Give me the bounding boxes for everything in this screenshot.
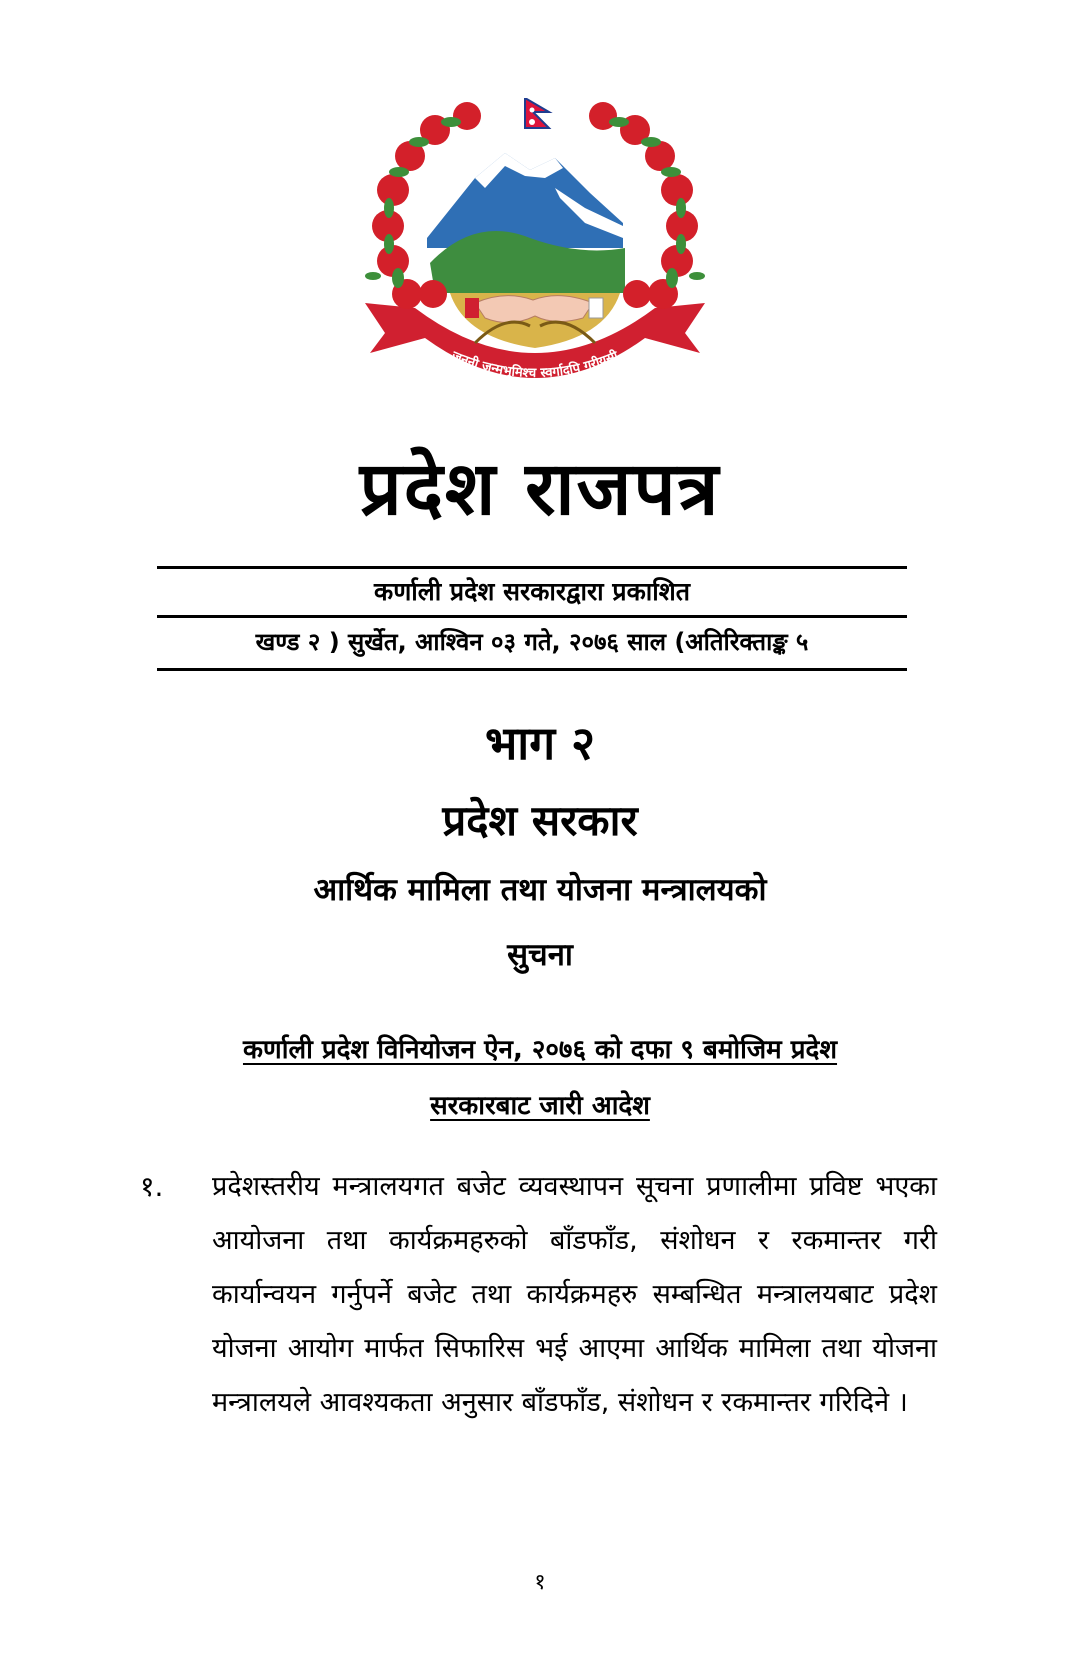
order-heading-line1: कर्णाली प्रदेश विनियोजन ऐन, २०७६ को दफा ९ बमोजिम प्रदेश [242,1035,838,1065]
issue-info-line: खण्ड २ ) सुर्खेत, आश्विन ०३ गते, २०७६ साल (अतिरिक्ताङ्क ५ [255,628,809,656]
gazette-title: प्रदेश राजपत्र [359,446,721,532]
order-item-number: १. [140,1170,164,1203]
order-heading-line2: सरकारबाट जारी आदेश [430,1091,650,1121]
nepal-emblem [355,98,715,418]
publisher-line: कर्णाली प्रदेश सरकारद्वारा प्रकाशित [374,577,690,606]
part-heading: भाग २ [484,716,596,770]
government-heading: प्रदेश सरकार [442,796,638,845]
emblem-motto: जननी जन्मभूमिश्च स्वर्गादपि गरीयसी [449,348,621,382]
page-number: १ [534,1570,546,1595]
notice-heading: सुचना [507,937,573,973]
nepal-flag-icon [525,98,549,128]
header-rule-bottom [157,668,907,671]
header-rule-top [157,566,907,569]
header-rule-middle [157,615,907,618]
order-heading [175,1022,905,1134]
ministry-heading: आर्थिक मामिला तथा योजना मन्त्रालयको [313,872,767,908]
order-item-text: प्रदेशस्तरीय मन्त्रालयगत बजेट व्यवस्थापन सूचना प्रणालीमा प्रविष्ट भएका आयोजना तथा कार्यक्रमहरुको बाँडफाँड, संशोधन र रकमान्तर गरी कार्यान्वयन गर्नुपर्ने बजेट तथा कार्यक्रमहरु सम्बन्धित मन्त्रालयबाट प्रदेश योजना आयोग मार्फत सिफारिस भई आएमा आर्थिक मामिला तथा योजना मन्त्रालयले आवश्यकता अनुसार बाँडफाँड, संशोधन र रकमान्तर गरिदिने । [212,1171,937,1418]
emblem-graphic [355,98,715,418]
